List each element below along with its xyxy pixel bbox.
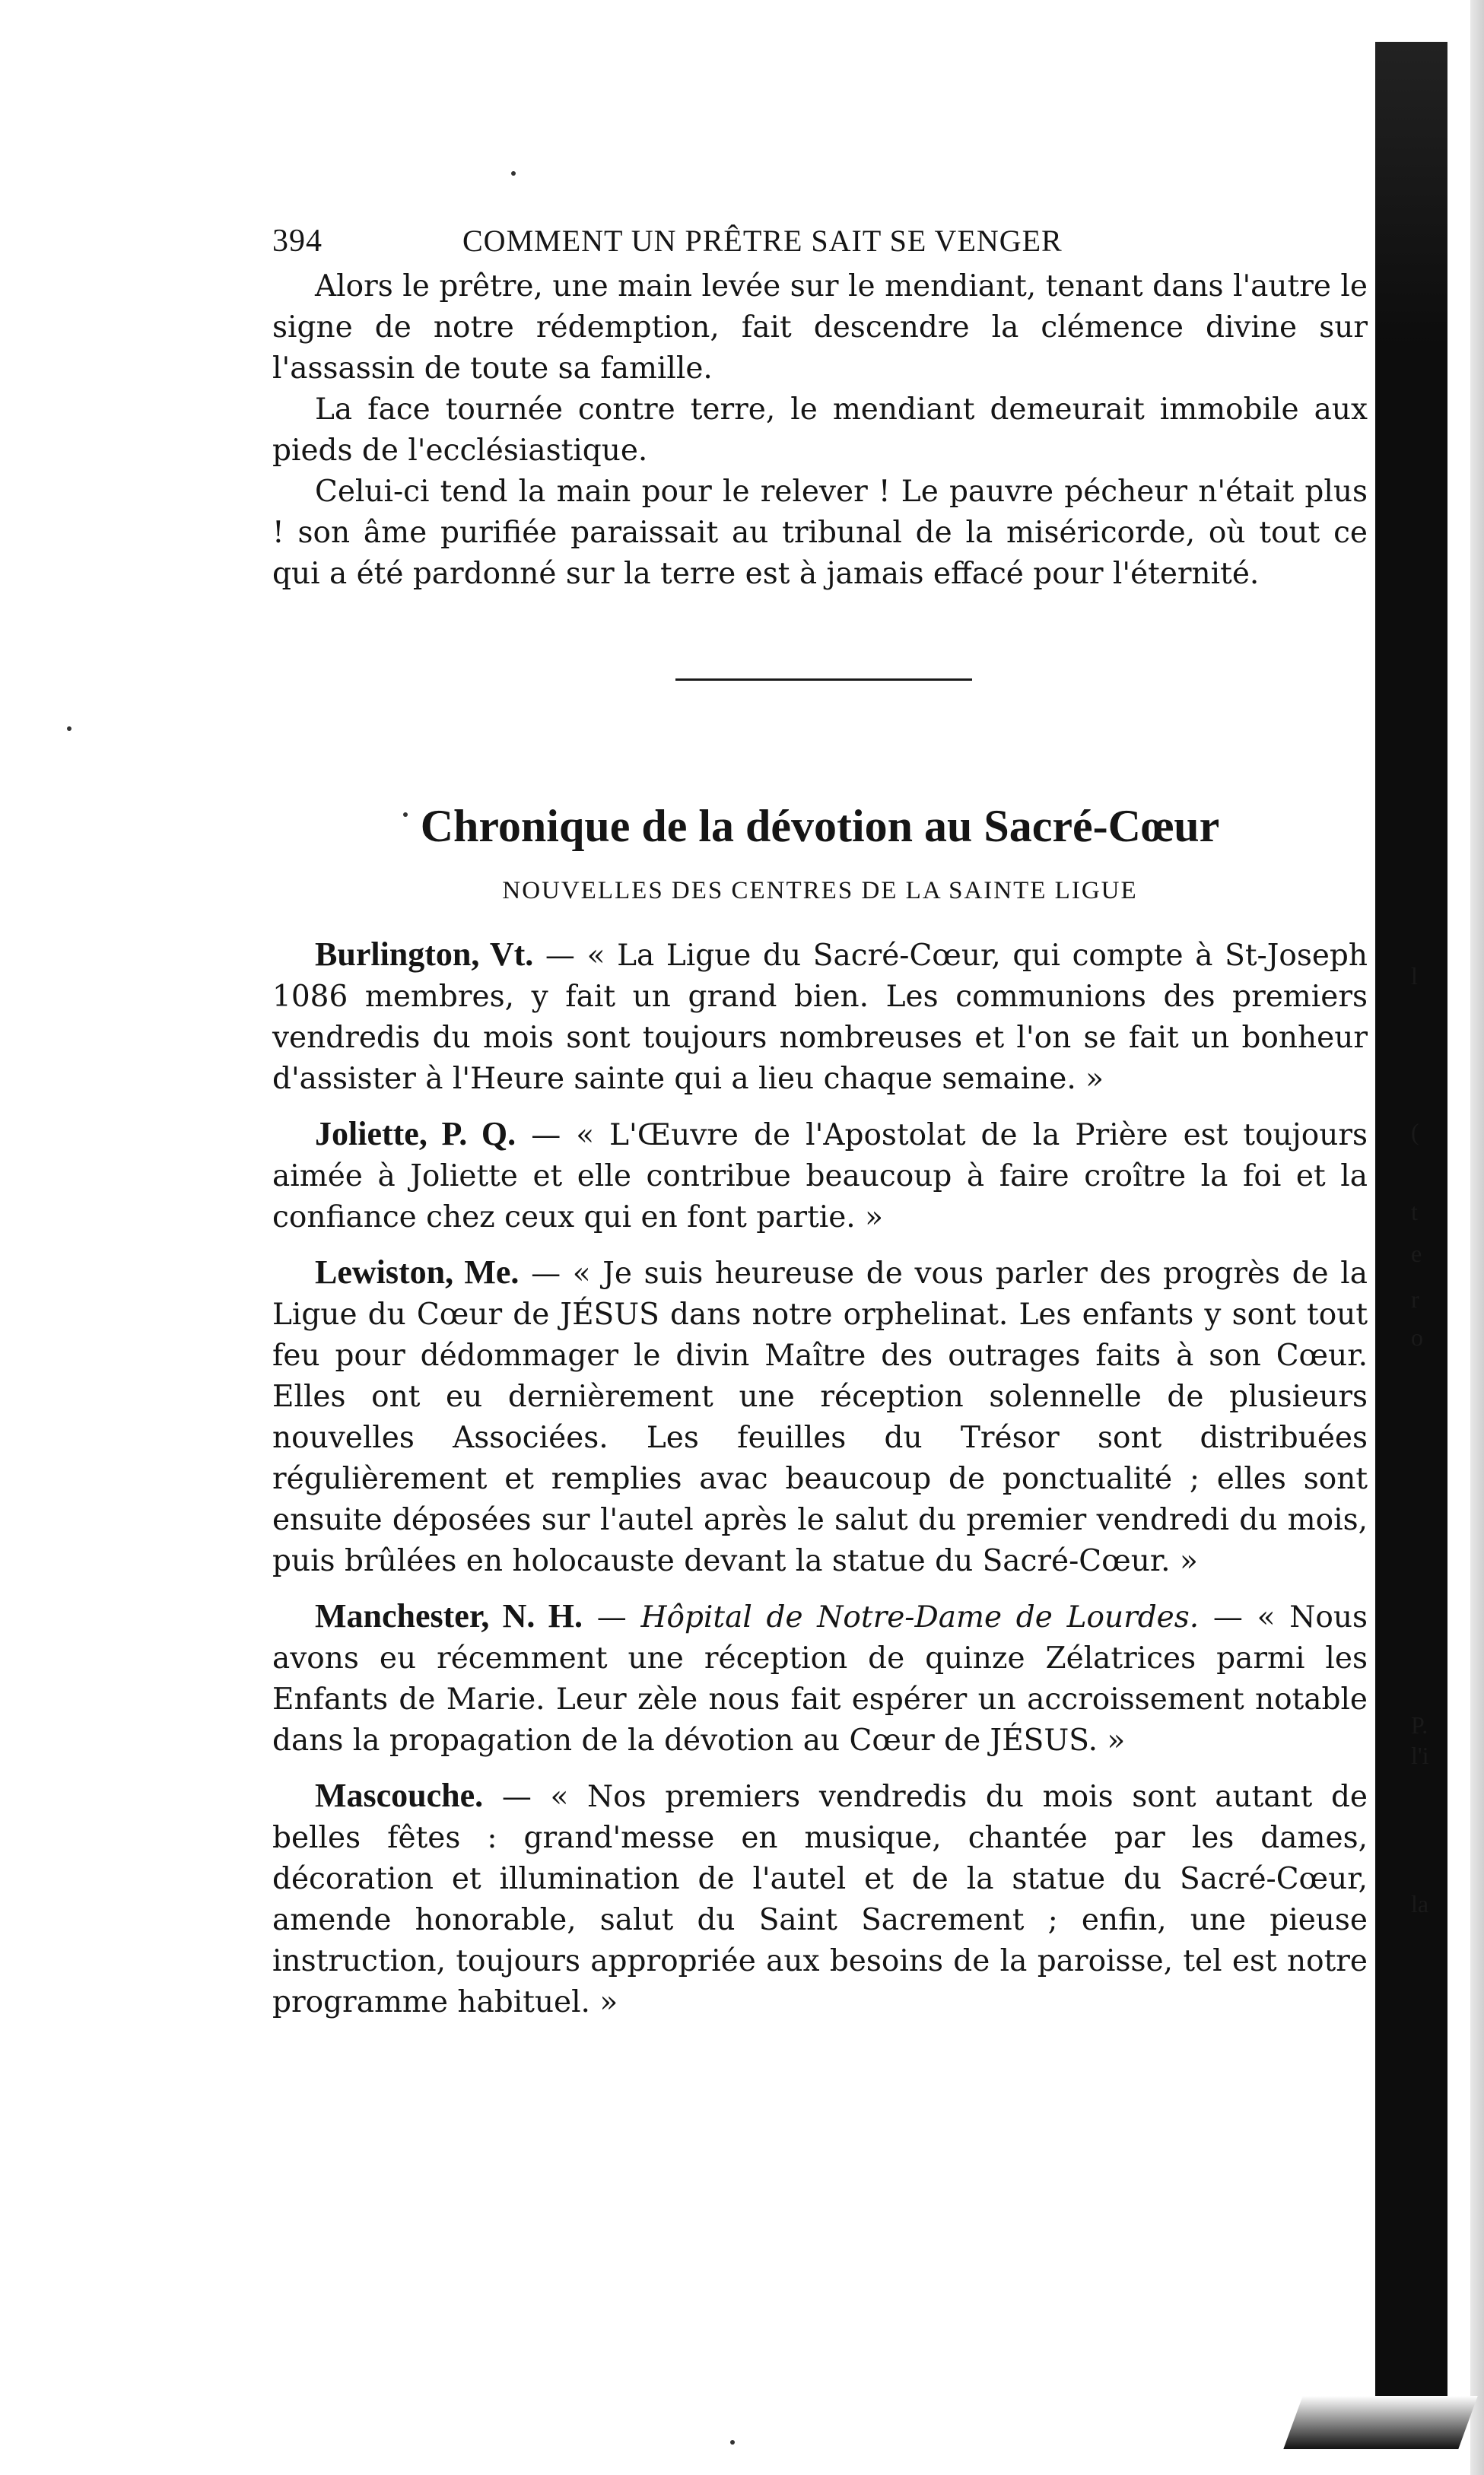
ink-speck <box>730 2440 735 2445</box>
margin-fragment: la <box>1411 1890 1429 1917</box>
entry-text: — « La Ligue du Sacré-Cœur, qui compte à St-Joseph 1086 membres, y fait un grand bien. Les communions des premiers vendredis du mois sont toujours nombreuses et l'on se fait un bonheur d'assister à l'Heure sainte qui a lieu chaque semaine. » <box>272 939 1368 1096</box>
narrative-paragraph: La face tournée contre terre, le mendiant demeurait immobile aux pieds de l'ecclésiastique. <box>272 392 1368 468</box>
page-number: 394 <box>272 224 323 259</box>
news-entry-manchester <box>272 1596 1368 1762</box>
running-title: COMMENT UN PRÊTRE SAIT SE VENGER <box>462 224 1063 258</box>
entry-institution: Hôpital de Notre-Dame de Lourdes. <box>640 1600 1200 1635</box>
ink-speck <box>67 726 71 731</box>
ink-speck <box>511 171 516 176</box>
page-header <box>272 221 1368 266</box>
entry-text: — « Je suis heureuse de vous parler des progrès de la Ligue du Cœur de JÉSUS dans notre orphelinat. Les enfants y sont tout feu pour dédommager le divin Maître des outrages faits à son Cœur. Elles ont eu dernièrement une réception solennelle de plusieurs nouvelles Associées. Les feuilles du Trésor sont distribuées régulièrement et remplies avac beaucoup de ponctualité ; elles sont ensuite déposées sur l'autel après le salut du premier vendredi du mois, puis brûlées en holocauste devant la statue du Sacré-Cœur. » <box>272 1257 1368 1578</box>
entry-place: Lewiston, Me. <box>315 1253 520 1291</box>
section-title: Chronique de la dévotion au Sacré-Cœur <box>420 801 1220 851</box>
narrative-paragraph: Celui-ci tend la main pour le relever ! Le pauvre pécheur n'était plus ! son âme purifiée paraissait au tribunal de la miséricorde, où tout ce qui a été pardonné sur la terre est à jamais effacé pour l'éternité. <box>272 475 1368 591</box>
margin-fragment: P. <box>1411 1711 1428 1739</box>
margin-fragment: o <box>1411 1323 1423 1351</box>
scan-edge <box>1470 0 1484 2475</box>
margin-fragment: l'i <box>1411 1742 1429 1769</box>
entry-text: — « Nos premiers vendredis du mois sont autant de belles fêtes : grand'messe en musique, chantée par les dames, décoration et illumination de l'autel et de la statue du Sacré-Cœur, amende honorable, salut du Saint Sacrement ; enfin, une pieuse instruction, toujours appropriée aux besoins de la paroisse, tel est notre programme habituel. » <box>272 1780 1368 2019</box>
margin-fragment: t <box>1411 1198 1418 1225</box>
news-entry-lewiston <box>272 1252 1368 1582</box>
entry-text: — « Nous avons eu récemment une réception de quinze Zélatrices parmi les Enfants de Marie. Leur zèle nous fait espérer un accroissement notable dans la propagation de la dévotion au Cœur de JÉSUS. » <box>272 1600 1368 1758</box>
entry-place: Joliette, P. Q. <box>315 1115 516 1152</box>
margin-fragment: r <box>1411 1285 1419 1313</box>
book-page <box>272 221 1368 2037</box>
section-subtitle: NOUVELLES DES CENTRES DE LA SAINTE LIGUE <box>502 877 1138 904</box>
news-entry-burlington <box>272 934 1368 1100</box>
section-divider <box>675 678 972 681</box>
entry-dash: — <box>583 1600 641 1635</box>
margin-fragment: e <box>1411 1240 1422 1267</box>
entry-place: Mascouche. <box>315 1777 484 1814</box>
entry-place: Burlington, Vt. <box>315 936 534 973</box>
narrative-paragraph: Alors le prêtre, une main levée sur le mendiant, tenant dans l'autre le signe de notre rédemption, fait descendre la clémence divine sur l'assassin de toute sa famille. <box>272 269 1368 386</box>
margin-fragment: l <box>1411 962 1418 990</box>
bottom-smudge <box>1283 2396 1477 2449</box>
entry-text: — « L'Œuvre de l'Apostolat de la Prière est toujours aimée à Joliette et elle contribue beaucoup à faire croître la foi et la confiance chez ceux qui en font partie. » <box>272 1118 1368 1234</box>
news-entry-joliette <box>272 1114 1368 1238</box>
margin-fragment: ( <box>1411 1118 1419 1145</box>
news-entry-mascouche <box>272 1775 1368 2023</box>
entry-place: Manchester, N. H. <box>315 1597 583 1635</box>
binding-shadow-top <box>1375 42 1447 346</box>
